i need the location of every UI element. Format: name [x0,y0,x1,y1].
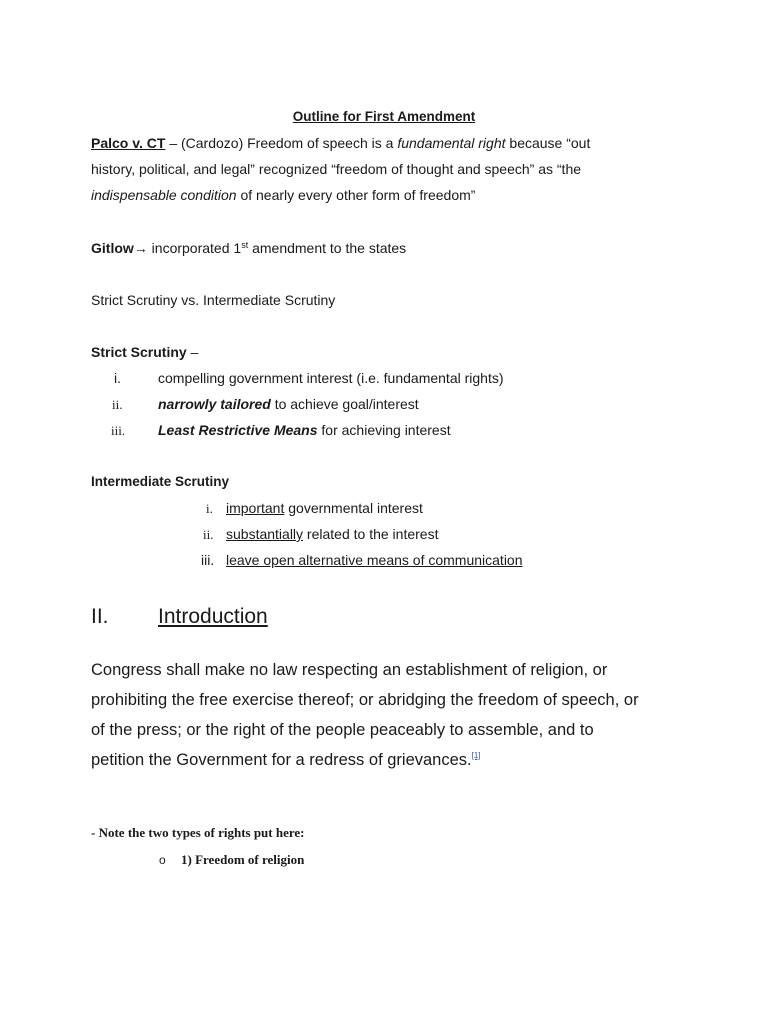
strict-item-3: Least Restrictive Means for achieving interest [158,422,451,438]
strict-item-2-number: ii. [112,397,123,412]
gitlow-case-name: Gitlow [91,240,134,256]
document-title: Outline for First Amendment [292,109,476,124]
section-title: Introduction [158,605,268,628]
scrutiny-comparison: Strict Scrutiny vs. Intermediate Scrutiny [91,292,336,308]
palco-line-3: indispensable condition of nearly every other form of freedom” [91,187,476,203]
strict-item-1: compelling government interest (i.e. fundamental rights) [158,370,504,386]
amendment-line-1: Congress shall make no law respecting an establishment of religion, or [91,661,608,679]
palco-line-1: Palco v. CT – (Cardozo) Freedom of speech is a fundamental right because “out [91,135,591,151]
palco-case-name: Palco v. CT [91,135,166,151]
intermediate-scrutiny-heading: Intermediate Scrutiny [91,474,230,489]
intermediate-item-1: important governmental interest [226,500,423,516]
amendment-line-2: prohibiting the free exercise thereof; or abridging the freedom of speech, or [91,691,639,709]
intermediate-item-2: substantially related to the interest [226,526,439,542]
amendment-line-3: of the press; or the right of the people peaceably to assemble, and to [91,721,594,739]
strict-item-3-number: iii. [111,423,126,438]
note-line: - Note the two types of rights put here: [91,825,305,840]
right-arrow-icon: → [133,240,148,256]
palco-line-2: history, political, and legal” recognized “freedom of thought and speech” as “the [91,161,582,177]
bullet-icon: o [159,853,166,867]
intermediate-item-3-number: iii. [201,552,215,568]
gitlow-line: Gitlow→ incorporated 1st amendment to the states [91,240,407,256]
strict-scrutiny-heading: Strict Scrutiny – [91,344,199,360]
intermediate-item-1-number: i. [206,501,213,516]
note-item-1: 1) Freedom of religion [181,852,305,867]
intermediate-item-2-number: ii. [203,527,214,542]
intermediate-item-3: leave open alternative means of communication [226,552,523,568]
section-number: II. [91,605,109,628]
footnote-link[interactable]: [1] [471,751,481,760]
amendment-line-4: petition the Government for a redress of grievances.[1] [91,751,481,769]
strict-item-2: narrowly tailored to achieve goal/interest [158,396,419,412]
strict-item-1-number: i. [114,370,121,386]
